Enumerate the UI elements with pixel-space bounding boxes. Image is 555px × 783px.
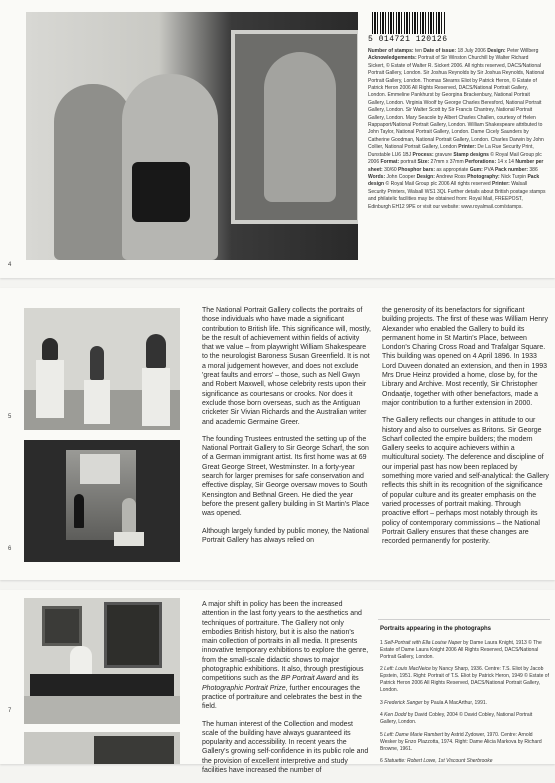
tech-value: Portrait of Sir Winston Churchill by Walter Richard Sickert, © Estate of Walter R. Sickert 2006. All rights reserved, DACS/National Portrait Gallery, London. Sir Joshua Reynolds by Sir Joshua Reynolds, National Portrait Gallery, London. Thomas Stearns Eliot by Patrick Heron, © Estate of Patrick Heron 2006 All Rights Reserved, DACS/National Portrait Gallery, London. Emmeline Pankhurst by Georgina Brackenbury, National Portrait Gallery, London. Virginia Woolf by George Charles Beresford, National Portrait Gallery, London. Sir Walter Scott by Sir Francis Chantrey, National Portrait Gallery, London. Mary Seacole by Albert Charles Challen, courtesy of Helen Rappaport/National Portrait Gallery, London. William Shakespeare attributed to John Taylor, National Portrait Gallery, London. Dame Cicely Saunders by Catherine Goodman, National Portrait Gallery, London. Charles Darwin by John Collier, National Portrait Gallery, London <box>368 55 545 151</box>
credit-work: Ken Dodd <box>384 712 407 719</box>
paragraph: the generosity of its benefactors for significant building projects. The first of these was William Henry Alexander who enabled the Gallery to build its permanent home in St Martin's Place, between London's Charing Cross Road and Trafalgar Square. This building was opened on 4 April 1896. In 1933 Lord Duveen donated an extension, and then in 1993 Mrs Drue Heinz provided a home, close by, for the Library and Archive. Most recently, Sir Christopher Ondaatje, together with other benefactors, made a major contribution to a further extension in 2000. <box>382 307 548 407</box>
tech-label: Process: <box>412 151 434 158</box>
portrait-figure <box>264 52 336 202</box>
photo-corridor-statuette <box>24 440 180 562</box>
bust-right <box>146 334 166 368</box>
tech-value: 386 <box>528 166 538 173</box>
award-name: BP Portrait Award <box>281 675 336 683</box>
photo-number: 4 <box>8 262 12 268</box>
portraits-list <box>380 640 550 771</box>
tech-value: portrait <box>399 159 418 166</box>
text-column-2 <box>382 306 550 554</box>
tech-label: Words: <box>368 173 386 180</box>
technical-details <box>368 48 546 211</box>
tech-value: Nick Turpin <box>499 173 528 180</box>
portrait-credit <box>380 758 550 765</box>
barcode <box>372 12 446 34</box>
plinth-right <box>142 368 170 426</box>
tech-value: gravure <box>433 151 454 158</box>
tech-value: as appropriate <box>434 166 470 173</box>
portrait-credit <box>380 712 550 726</box>
tech-value: 27mm x 37mm <box>429 159 465 166</box>
window <box>80 454 120 484</box>
credit-number: 4 <box>380 712 383 719</box>
bust-left <box>42 338 58 360</box>
credit-work: Left: Dame Marie Rambert <box>384 731 444 738</box>
award-name: Photographic Portrait Prize <box>202 684 286 692</box>
partial-dark <box>94 736 174 764</box>
credit-rest: by David Cobley, 2004 © David Cobley, National Portrait Gallery, London. <box>380 712 533 726</box>
portraits-title: Portraits appearing in the photographs <box>380 626 492 632</box>
photo-visitor-on-bench <box>24 598 180 724</box>
tech-value: © Royal Mail Group plc 2006 All rights reserved <box>384 181 493 188</box>
photo-partial <box>24 732 180 764</box>
seated-visitor <box>70 646 92 676</box>
tech-value: 14 x 14 <box>496 159 516 166</box>
tech-label: Pack design <box>368 173 540 188</box>
paragraph: The founding Trustees entrusted the setting up of the National Portrait Gallery to Sir George Scharf, the son of a German immigrant artist. Its first home was at 69 Great George Street, Westminster. In a forty-year search for larger premises for safe conservation and effective display, Sir George oversaw moves to South Kensington and Bethnal Green. He died the year before the present gallery building in St Martin's Place was opened. <box>202 435 370 518</box>
photo-number: 7 <box>8 708 12 714</box>
tech-label: Number of stamps: <box>368 48 414 54</box>
tech-label: Perforations: <box>465 159 497 166</box>
bust-centre <box>90 346 104 380</box>
credit-rest: by Astrid Zydower, 1970. Centre: Arnold Wesker by Enzo Plazzotta, 1974. Right: Dame Alicia Markova by Richard Browne, 1961. <box>380 731 542 752</box>
tech-value: Walsall Security Printers, Walsall WS1 3QL Further details about British postage stamps and philatelic facilities may be obtained from: Royal Mail, FREEPOST, Edinburgh EH12 9PE or visit our website: www.royalmail.com/stamps. <box>368 181 546 210</box>
tech-label: Format: <box>380 159 400 166</box>
text-run: , further encourages the practice of portraiture and celebrates the best in the field. <box>202 684 362 711</box>
credit-work: Self-Portrait with Ella Louise Naper <box>384 640 462 646</box>
tech-label: Stamp designs <box>453 151 489 158</box>
tech-value: 30/60 <box>382 166 399 173</box>
text-column-1 <box>202 306 372 553</box>
tech-label: Date of issue: <box>423 48 457 54</box>
tech-label: Pack number: <box>494 166 529 173</box>
plinth-left <box>36 360 64 418</box>
tech-label: Design: <box>416 173 435 180</box>
tech-label: Printer: <box>458 144 477 151</box>
bench <box>30 674 174 696</box>
paragraph <box>202 600 370 712</box>
tech-value: Peter Willberg <box>505 48 539 54</box>
floor <box>24 696 180 724</box>
tech-value: Andrew Ross <box>434 173 468 180</box>
tech-value: ten <box>413 48 424 54</box>
paragraph: The National Portrait Gallery collects the portraits of those individuals who have made a significant contribution to British life. This significance will, mostly, be the result of achievement within fields of activity that we value – from playwright William Shakespeare to the neurologist Baroness Susan Greenfield. It is not a moral judgement however, and does not exclude 'great faults and errors' – those, such as Nell Gwyn and Robert Maxwell, whose celebrity rests upon their significance as courtesans or crooks. Nor does it exclude those born overseas, such as the Antiguan cricketer Sir Vivian Richards and the Australian writer and academic Germaine Greer. <box>202 307 371 426</box>
panel-middle <box>0 288 555 580</box>
statuette <box>122 498 136 532</box>
text-run: and its <box>336 675 359 683</box>
tech-label: Design: <box>487 48 506 54</box>
tech-label: Size: <box>417 159 430 166</box>
text-run: A major shift in policy has been the increased attention in the last forty years to the aesthetics and techniques of portraiture. The Gallery not only embodies British history, but it is also the nation's main collection of portraits in all media. It presents innovative temporary exhibitions to explore the genre, from the small-scale didactic shows to major photographic exhibitions. It also, through prestigious competitions such as the <box>202 601 369 683</box>
credit-number: 1 <box>380 640 383 646</box>
photo-number: 5 <box>8 414 12 420</box>
credit-number: 3 <box>380 699 383 706</box>
panel-top <box>0 0 555 278</box>
credit-number: 2 <box>380 666 383 673</box>
tech-label: Gum: <box>469 166 483 173</box>
tech-label: Acknowledgements: <box>368 55 417 62</box>
paragraph: Although largely funded by public money, the National Portrait Gallery has always relied on <box>202 527 369 544</box>
photo-gallery-busts <box>24 308 180 430</box>
panel-bottom <box>0 590 555 775</box>
painting-left <box>42 606 82 646</box>
tech-value: © Royal Mail Group plc 2006 <box>368 151 542 166</box>
credit-rest: by Dame Laura Knight, 1913 © The Estate of Dame Laura Knight 2006 All Rights Reserved, DACS/National Portrait Gallery, London. <box>380 640 542 660</box>
credit-rest: by Nancy Sharp, 1936. Centre: T.S. Eliot by Jacob Epstein, 1951. Right: Portrait of T.S. Eliot by Patrick Heron, 1949 © Estate of Patrick Heron 2006 All Rights Reserved, DACS/National Portrait Gallery, London. <box>380 666 549 693</box>
text-column-3 <box>202 600 370 783</box>
portrait-credit <box>380 640 550 660</box>
tech-value: De La Rue Security Print, Dunstable LU6 1BJ <box>368 144 534 158</box>
painting-right <box>104 602 162 668</box>
divider <box>378 619 550 620</box>
credit-work: Frederick Sanger <box>384 699 423 706</box>
photo-visitors-at-portrait <box>26 12 358 260</box>
tech-value: PVA <box>482 166 495 173</box>
portrait-credit <box>380 700 550 707</box>
walking-figure <box>74 494 84 528</box>
credit-work: Statuette: Robert Lowe, 1st Viscount Sherbrooke <box>384 758 493 765</box>
tech-label: Phosphor bars: <box>398 166 435 173</box>
barcode-number: 5 014721 120126 <box>368 35 448 44</box>
portrait-credit <box>380 666 550 693</box>
visitor-left <box>54 84 132 260</box>
paragraph: The Gallery reflects our changes in attitude to our history and also to ourselves as Britons. Sir George Scharf collected the empire builders; the modern Gallery seeks to acquire achievers within a multicultural society. The deference and discipline of our imperial past has now been replaced by something more varied and self-analytical: the Gallery reflects this shift in its recognition of the significance of popular culture and its greater emphasis on the varied processes of portrait making. Through proactive effort – perhaps most notably through its policy of contemporary commissions – the National Portrait Gallery ensures that these changes are recorded permanently for posterity. <box>382 417 549 546</box>
credit-rest: by Paula A MacArthur, 1991. <box>422 699 488 706</box>
tech-label: Number per sheet: <box>368 159 544 173</box>
handbag <box>132 162 190 222</box>
tech-label: Photography: <box>467 173 500 180</box>
tech-value: John Cooper <box>385 173 417 180</box>
paragraph: The human interest of the Collection and modest scale of the building have always guaranteed its popularity and accessibility. In recent years the Gallery's growing self-confidence in its public role and the provision of excellent interpretive and study facilities have increased the number of <box>202 720 369 775</box>
tech-value: 18 July 2006 <box>456 48 488 54</box>
tech-label: Printer: <box>492 181 510 188</box>
credit-work: Left: Louis MacNeice <box>384 666 431 673</box>
credit-number: 5 <box>380 731 383 738</box>
credit-number: 6 <box>380 758 383 765</box>
photo-number: 6 <box>8 546 12 552</box>
plinth-centre <box>84 380 110 424</box>
statuette-base <box>114 532 144 546</box>
portrait-credit <box>380 732 550 752</box>
